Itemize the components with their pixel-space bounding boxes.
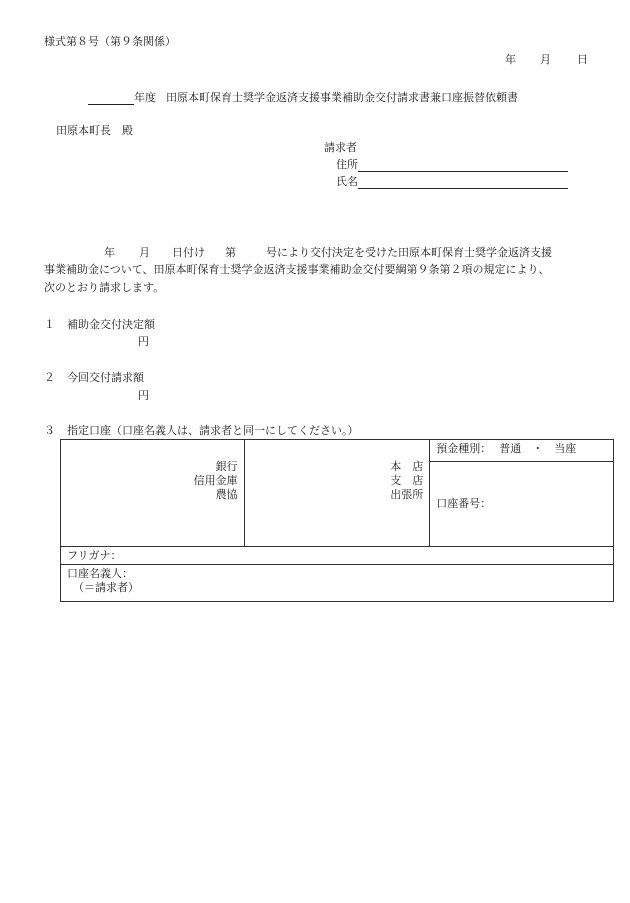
address-label: 住所 <box>336 158 358 171</box>
body-line-1 <box>104 246 552 260</box>
body-number-prefix: 第 <box>225 246 236 259</box>
item-2-row <box>44 371 144 385</box>
account-number-cell[interactable] <box>430 462 614 547</box>
item-1-unit: 円 <box>138 335 149 348</box>
branch-main: 本 店 <box>390 460 424 473</box>
date-year: 年 <box>505 53 516 66</box>
item-2-number: ２ <box>44 371 55 384</box>
furigana-label: フリガナ： <box>67 549 122 562</box>
address-field[interactable] <box>358 160 568 172</box>
institution-bank: 銀行 <box>215 460 238 473</box>
item-2-unit: 円 <box>138 389 149 402</box>
account-holder-cell[interactable] <box>61 565 614 602</box>
requester-address-row <box>336 158 568 172</box>
title-text: 田原本町保育士奨学金返済支援事業補助金交付請求書兼口座振替依頼書 <box>166 91 518 104</box>
addressee: 田原本町長 殿 <box>56 124 133 137</box>
deposit-type-options: 普通 ・ 当座 <box>499 442 577 455</box>
account-holder-note: （＝請求者） <box>73 581 139 594</box>
account-heading: 指定口座（口座名義人は、請求者と同一にしてください。） <box>67 424 359 437</box>
deposit-type-cell[interactable] <box>430 440 614 462</box>
requester-heading: 請求者 <box>324 141 357 154</box>
account-heading-row <box>44 424 359 438</box>
institution-shinkin: 信用金庫 <box>193 474 238 487</box>
account-holder-label: 口座名義人： <box>67 567 133 580</box>
name-field[interactable] <box>358 177 568 189</box>
item-1-row <box>44 318 155 332</box>
date-day: 日 <box>577 53 588 66</box>
requester-name-row <box>336 175 568 189</box>
deposit-type-label: 預金種別： <box>436 442 492 455</box>
body-line-2: 事業補助金について、田原本町保育士奨学金返済支援事業補助金交付要綱第９条第２項の規定により、 <box>44 263 550 276</box>
item-1-label: 補助金交付決定額 <box>67 318 155 331</box>
date-line <box>505 53 588 67</box>
body-month: 月 <box>139 246 150 259</box>
body-line1-rest: 号により交付決定を受けた田原本町保育士奨学金返済支援 <box>266 246 552 259</box>
account-number-label: 口座番号： <box>436 497 492 511</box>
account-table <box>60 439 614 602</box>
branch-sub: 支 店 <box>390 474 424 487</box>
item-1-number: １ <box>44 318 55 331</box>
body-line-3: 次のとおり請求します。 <box>44 281 165 294</box>
fiscal-year-blank[interactable] <box>88 93 134 105</box>
date-month: 月 <box>540 53 551 66</box>
branch-cell[interactable] <box>244 440 430 547</box>
form-number: 様式第８号（第９条関係） <box>44 35 176 48</box>
page-title <box>88 91 518 105</box>
body-year: 年 <box>104 246 115 259</box>
branch-office: 出張所 <box>390 488 424 501</box>
title-year-suffix: 年度 <box>134 91 156 104</box>
name-label: 氏名 <box>336 175 358 188</box>
item-3-number: ３ <box>44 424 55 437</box>
item-2-label: 今回交付請求額 <box>67 371 144 384</box>
institution-nokyo: 農協 <box>215 488 238 501</box>
furigana-cell[interactable] <box>61 547 614 565</box>
body-dated: 日付け <box>172 246 205 259</box>
institution-cell[interactable] <box>61 440 245 547</box>
